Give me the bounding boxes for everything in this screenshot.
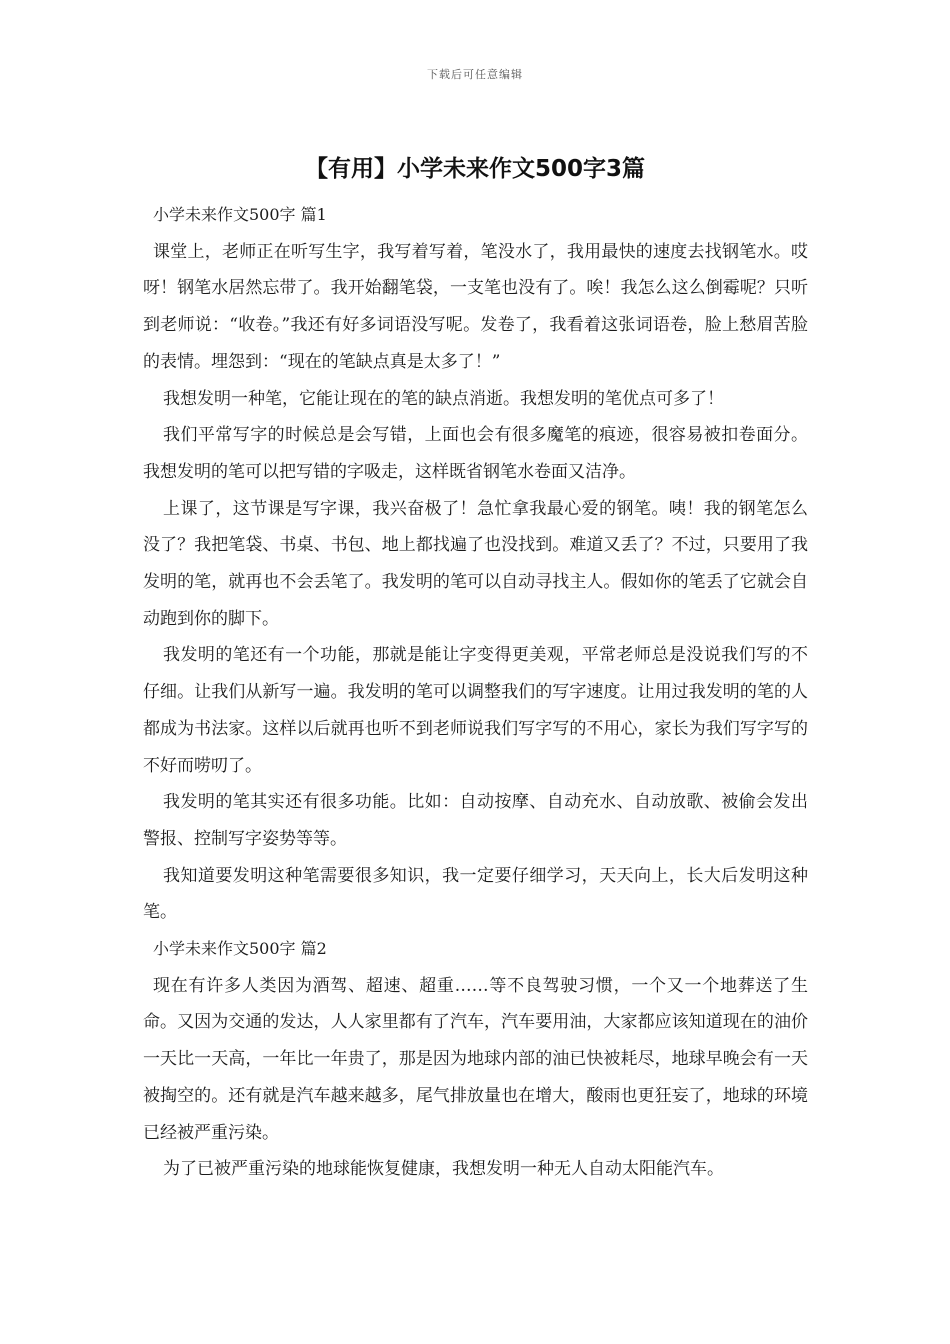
paragraph: 我们平常写字的时候总是会写错，上面也会有很多魔笔的痕迹，很容易被扣卷面分。我想发明的笔可以把写错的字吸走，这样既省钢笔水卷面又洁净。 (143, 425, 808, 482)
paragraph: 我想发明一种笔，它能让现在的笔的缺点消逝。我想发明的笔优点可多了！ (163, 388, 724, 409)
document-title: 【有用】小学未来作文500字3篇 (304, 156, 645, 182)
paragraph: 我发明的笔其实还有很多功能。比如：自动按摩、自动充水、自动放歌、被偷会发出警报、控制写字姿势等等。 (143, 792, 808, 849)
paragraph: 课堂上，老师正在听写生字，我写着写着，笔没水了，我用最快的速度去找钢笔水。哎呀！钢笔水居然忘带了。我开始翻笔袋，一支笔也没有了。唉！我怎么这么倒霉呢？只听到老师说：“收卷。”我还有好多词语没写呢。发卷了，我看着这张词语卷，脸上愁眉苦脸的表情。埋怨到：“现在的笔缺点真是太多了！” (143, 241, 808, 372)
section-heading: 小学未来作文500字 篇1 (153, 205, 327, 224)
paragraph: 现在有许多人类因为酒驾、超速、超重……等不良驾驶习惯，一个又一个地葬送了生命。又因为交通的发达，人人家里都有了汽车，汽车要用油，大家都应该知道现在的油价一天比一天高，一年比一年贵了，那是因为地球内部的油已快被耗尽，地球早晚会有一天被掏空的。还有就是汽车越来越多，尾气排放量也在增大，酸雨也更狂妄了，地球的环境已经被严重污染。 (143, 975, 808, 1143)
paragraph: 我发明的笔还有一个功能，那就是能让字变得更美观，平常老师总是没说我们写的不仔细。让我们从新写一遍。我发明的笔可以调整我们的写字速度。让用过我发明的笔的人都成为书法家。这样以后就再也听不到老师说我们写字写的不用心，家长为我们写字写的不好而唠叨了。 (143, 645, 808, 776)
paragraph: 为了已被严重污染的地球能恢复健康，我想发明一种无人自动太阳能汽车。 (163, 1159, 724, 1180)
paragraph: 我知道要发明这种笔需要很多知识，我一定要仔细学习，天天向上，长大后发明这种笔。 (143, 865, 808, 923)
document-body (143, 197, 808, 1188)
section-heading: 小学未来作文500字 篇2 (153, 939, 327, 959)
header-note: 下载后可任意编辑 (427, 68, 523, 81)
paragraph: 上课了，这节课是写字课，我兴奋极了！急忙拿我最心爱的钢笔。咦！我的钢笔怎么没了？我把笔袋、书桌、书包、地上都找遍了也没找到。难道又丢了？不过，只要用了我发明的笔，就再也不会丢笔了。我发明的笔可以自动寻找主人。假如你的笔丢了它就会自动跑到你的脚下。 (143, 498, 808, 629)
